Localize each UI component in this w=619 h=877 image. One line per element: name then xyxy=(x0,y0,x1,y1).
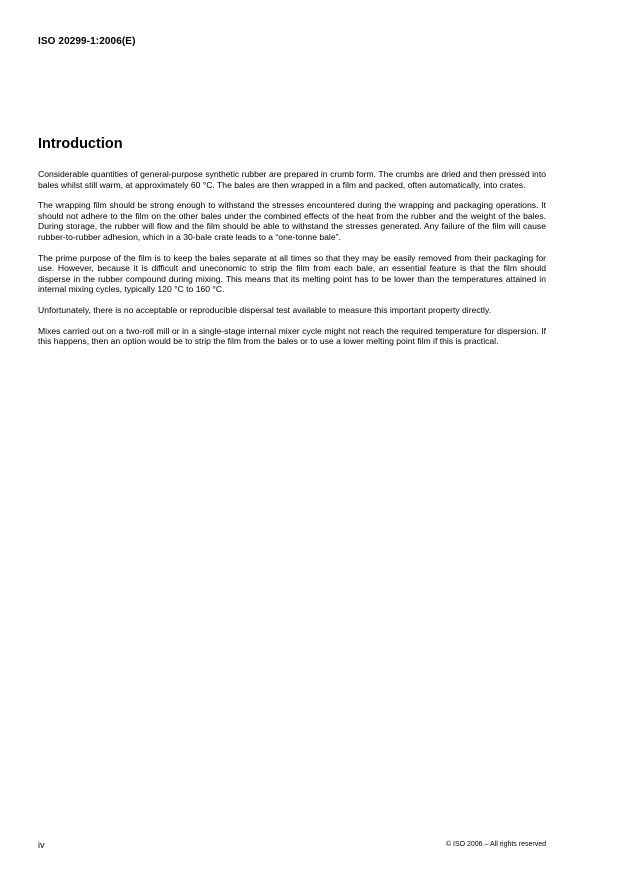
footer-copyright: © ISO 2006 – All rights reserved xyxy=(445,841,546,848)
section-title: Introduction xyxy=(38,136,123,152)
introduction-body xyxy=(38,169,546,357)
paragraph-5: Mixes carried out on a two-roll mill or in a single-stage internal mixer cycle might not reach the required temperature for dispersion. If this happens, then an option would be to strip the film from the bales or to use a lower melting point film if this is practical. xyxy=(38,325,546,347)
document-id-header: ISO 20299-1:2006(E) xyxy=(38,36,136,47)
footer-page-number: iv xyxy=(38,840,45,850)
paragraph-3: The prime purpose of the film is to keep the bales separate at all times so that they may be easily removed from their packaging for use. However, because it is difficult and uneconomic to strip the film from each bale, an essential feature is that the film should disperse in the rubber compound during mixing. This means that its melting point has to be lower than the temperatures attained in internal mixing cycles, typically 120 °C to 160 °C. xyxy=(38,252,546,295)
paragraph-4: Unfortunately, there is no acceptable or reproducible dispersal test available to measure this important property directly. xyxy=(38,304,491,315)
paragraph-1: Considerable quantities of general-purpose synthetic rubber are prepared in crumb form. The crumbs are dried and then pressed into bales whilst still warm, at approximately 60 °C. The bales are then wrapped in a film and packed, often automatically, into crates. xyxy=(38,169,546,190)
paragraph-2: The wrapping film should be strong enough to withstand the stresses encountered during the wrapping and packaging operations. It should not adhere to the film on the other bales under the combined effects of the heat from the rubber and the weight of the bales. During storage, the rubber will flow and the film should be able to withstand the stresses generated. Any failure of the film will cause rubber-to-rubber adhesion, which in a 30-bale crate leads to a “one-tonne bale”. xyxy=(38,200,546,242)
